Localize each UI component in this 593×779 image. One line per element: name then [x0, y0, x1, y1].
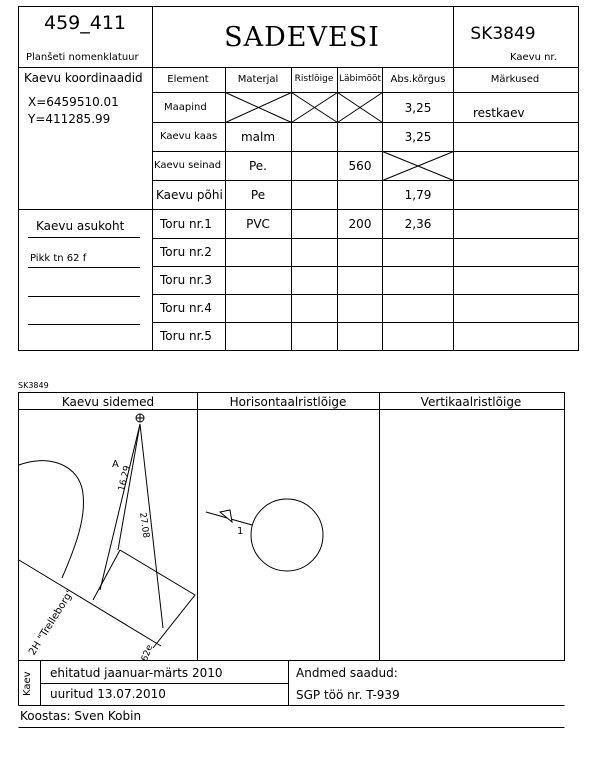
well-number-label: Kaevu nr.: [510, 52, 557, 63]
well-section-circle: [251, 499, 323, 571]
location-label: Kaevu asukoht: [36, 219, 125, 233]
panel-title-ties: Kaevu sidemed: [61, 395, 155, 409]
nomenclature-label: Planšeti nomenklatuur: [26, 52, 139, 63]
table-row-element: Toru nr.4: [160, 301, 212, 315]
table-row-element: Toru nr.3: [160, 273, 212, 287]
tie-distance-2: 27.08: [137, 511, 151, 539]
col-header-cross: Ristlõige: [294, 74, 334, 84]
table-row-abs: 3,25: [404, 130, 432, 144]
nomenclature-value: 459_411: [43, 12, 127, 34]
bottom-sheet-border: [19, 393, 565, 664]
page-title: SADEVESI: [224, 22, 380, 53]
author: Koostas: Sven Kobin: [20, 709, 142, 723]
col-header-notes: Märkused: [490, 74, 540, 85]
col-header-element: Element: [167, 74, 209, 85]
table-row-element: Kaevu põhi: [156, 188, 223, 202]
table-row-material: Pe.: [248, 159, 268, 173]
table-row-material: Pe: [250, 188, 266, 202]
coordinates-label: Kaevu koordinaadid: [24, 71, 143, 85]
col-header-diameter: Läbimõõt: [338, 74, 382, 84]
table-row-element: Toru nr.1: [160, 217, 212, 231]
tie-distance-1: 16.29: [117, 464, 133, 493]
coordinate-y: Y=411285.99: [28, 112, 111, 126]
table-row-material: malm: [240, 130, 276, 144]
table-row-element: Maapind: [164, 102, 207, 113]
tie-point-label: A: [112, 459, 119, 470]
coordinate-x: X=6459510.01: [28, 95, 119, 109]
table-row-element: Toru nr.5: [160, 329, 212, 343]
well-number: SK3849: [470, 24, 536, 44]
building-label: 2H "Trelleborg": [27, 587, 77, 658]
table-row-element: Kaevu kaas: [160, 131, 218, 142]
measured-date: uuritud 13.07.2010: [50, 687, 166, 701]
table-row-material: PVC: [246, 217, 270, 231]
table-row-abs: 3,25: [404, 101, 432, 115]
table-row-diameter: 200: [348, 217, 372, 231]
table-row-element: Toru nr.2: [160, 245, 212, 259]
table-row-abs: 2,36: [404, 217, 432, 231]
footer-side-label: Kaev: [22, 671, 33, 696]
building-number: 62e: [140, 643, 156, 664]
building-outline: [19, 461, 84, 578]
data-source-value: SGP töö nr. T-939: [296, 688, 400, 702]
panel-title-vertical: Vertikaalristlõige: [420, 395, 522, 409]
col-header-material: Materjal: [237, 74, 279, 85]
panel-title-horizontal: Horisontaalristlõige: [229, 395, 347, 409]
data-source-label: Andmed saadud:: [296, 666, 398, 680]
table-row-element: Kaevu seinad: [154, 160, 222, 171]
col-header-abs: Abs.kõrgus: [390, 74, 446, 85]
location-address: Pikk tn 62 f: [30, 253, 87, 264]
pipe-label: 1: [237, 526, 244, 537]
sheet-code: SK3849: [18, 381, 49, 390]
table-row-notes: restkaev: [473, 106, 525, 120]
table-row-abs: 1,79: [404, 188, 432, 202]
built-date: ehitatud jaanuar-märts 2010: [50, 666, 223, 680]
table-row-diameter: 560: [348, 159, 372, 173]
